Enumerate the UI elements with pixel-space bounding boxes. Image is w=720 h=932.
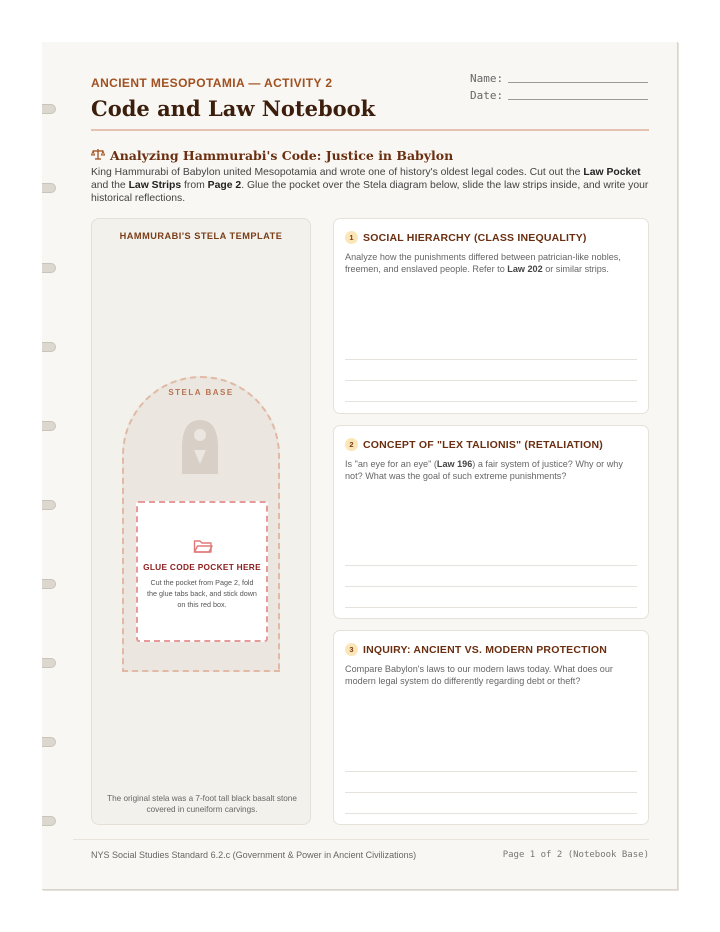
emphasis-text: Page 2 bbox=[207, 180, 242, 191]
stela-outline bbox=[122, 376, 280, 672]
binder-hole bbox=[42, 183, 56, 193]
name-field[interactable] bbox=[470, 72, 650, 85]
binder-hole bbox=[42, 104, 56, 114]
question-card-2 bbox=[333, 425, 649, 619]
writing-line[interactable] bbox=[345, 380, 637, 381]
writing-line[interactable] bbox=[345, 401, 637, 402]
binder-hole bbox=[42, 737, 56, 747]
worksheet-page bbox=[42, 42, 678, 890]
emphasis-text: Law Strips bbox=[128, 180, 182, 191]
emphasis-text: Law 196 bbox=[436, 459, 473, 469]
stela-footnote: The original stela was a 7-foot tall black basalt stone covered in cuneiform carvings. bbox=[107, 794, 297, 814]
text-run: Analyze how the punishments differed between patrician-like nobles, freemen, and enslaved people. Refer to bbox=[345, 252, 621, 274]
section-title bbox=[91, 148, 453, 163]
question-header bbox=[345, 438, 603, 451]
writing-line[interactable] bbox=[345, 771, 637, 772]
intro-paragraph bbox=[91, 166, 651, 205]
binder-hole bbox=[42, 579, 56, 589]
writing-line[interactable] bbox=[345, 792, 637, 793]
binder-hole bbox=[42, 816, 56, 826]
standard-reference: NYS Social Studies Standard 6.2.c (Government & Power in Ancient Civilizations) bbox=[91, 850, 417, 860]
text-run: Compare Babylon's laws to our modern laws today. What does our modern legal system do differently regarding debt or theft? bbox=[345, 664, 613, 686]
text-run: or similar strips. bbox=[542, 263, 609, 274]
stela-base-label: STELA BASE bbox=[168, 388, 234, 397]
glue-pocket-box bbox=[136, 501, 268, 642]
question-prompt bbox=[345, 252, 635, 275]
emphasis-text: Law 202 bbox=[507, 263, 543, 274]
question-title: INQUIRY: ANCIENT VS. MODERN PROTECTION bbox=[363, 643, 608, 656]
scales-icon bbox=[91, 148, 105, 163]
question-prompt bbox=[345, 664, 635, 687]
activity-kicker: ANCIENT MESOPOTAMIA — ACTIVITY 2 bbox=[91, 76, 333, 90]
text-run: and the bbox=[91, 180, 129, 191]
writing-line[interactable] bbox=[345, 607, 637, 608]
folder-icon bbox=[193, 538, 213, 559]
text-run: . Glue the pocket over the Stela diagram below, slide the law strips inside, and write your historical reflections. bbox=[91, 180, 649, 204]
page-header bbox=[91, 72, 649, 131]
question-card-1 bbox=[333, 218, 649, 414]
writing-line[interactable] bbox=[345, 359, 637, 360]
binder-hole bbox=[42, 342, 56, 352]
text-run: Is "an eye for an eye" ( bbox=[345, 459, 437, 469]
emphasis-text: Law Pocket bbox=[583, 167, 641, 178]
stela-panel-title: HAMMURABI'S STELA TEMPLATE bbox=[119, 231, 283, 241]
writing-line[interactable] bbox=[345, 586, 637, 587]
text-run: King Hammurabi of Babylon united Mesopotamia and wrote one of history's oldest legal codes. Cut out the bbox=[91, 167, 584, 178]
date-field[interactable] bbox=[470, 89, 650, 102]
binder-hole bbox=[42, 421, 56, 431]
writing-line[interactable] bbox=[345, 565, 637, 566]
question-number: 3 bbox=[345, 643, 358, 656]
date-line[interactable] bbox=[508, 99, 648, 100]
king-figure-icon bbox=[178, 418, 222, 479]
text-run: ) a fair system of justice? Why or why not? What was the goal of such extreme punishments? bbox=[345, 459, 623, 481]
page-title: Code and Law Notebook bbox=[91, 96, 376, 121]
pocket-title: GLUE CODE POCKET HERE bbox=[143, 562, 261, 572]
question-prompt bbox=[345, 459, 635, 482]
writing-line[interactable] bbox=[345, 813, 637, 814]
question-header bbox=[345, 231, 587, 244]
page-footer bbox=[73, 839, 649, 860]
name-label: Name: bbox=[470, 72, 504, 85]
section-title-text: Analyzing Hammurabi's Code: Justice in Babylon bbox=[110, 148, 454, 163]
date-label: Date: bbox=[470, 89, 504, 102]
question-number: 1 bbox=[345, 231, 358, 244]
name-line[interactable] bbox=[508, 82, 648, 83]
stela-template-panel bbox=[91, 218, 311, 825]
question-card-3 bbox=[333, 630, 649, 825]
question-header bbox=[345, 643, 607, 656]
binder-hole bbox=[42, 263, 56, 273]
question-title: SOCIAL HIERARCHY (CLASS INEQUALITY) bbox=[363, 231, 587, 244]
binder-hole bbox=[42, 500, 56, 510]
question-title: CONCEPT OF "LEX TALIONIS" (RETALIATION) bbox=[363, 438, 603, 451]
pocket-instructions: Cut the pocket from Page 2, fold the glue tabs back, and stick down on this red box. bbox=[147, 578, 257, 609]
question-number: 2 bbox=[345, 438, 358, 451]
binder-hole bbox=[42, 658, 56, 668]
text-run: from bbox=[181, 180, 208, 191]
page-number: Page 1 of 2 (Notebook Base) bbox=[502, 850, 649, 860]
